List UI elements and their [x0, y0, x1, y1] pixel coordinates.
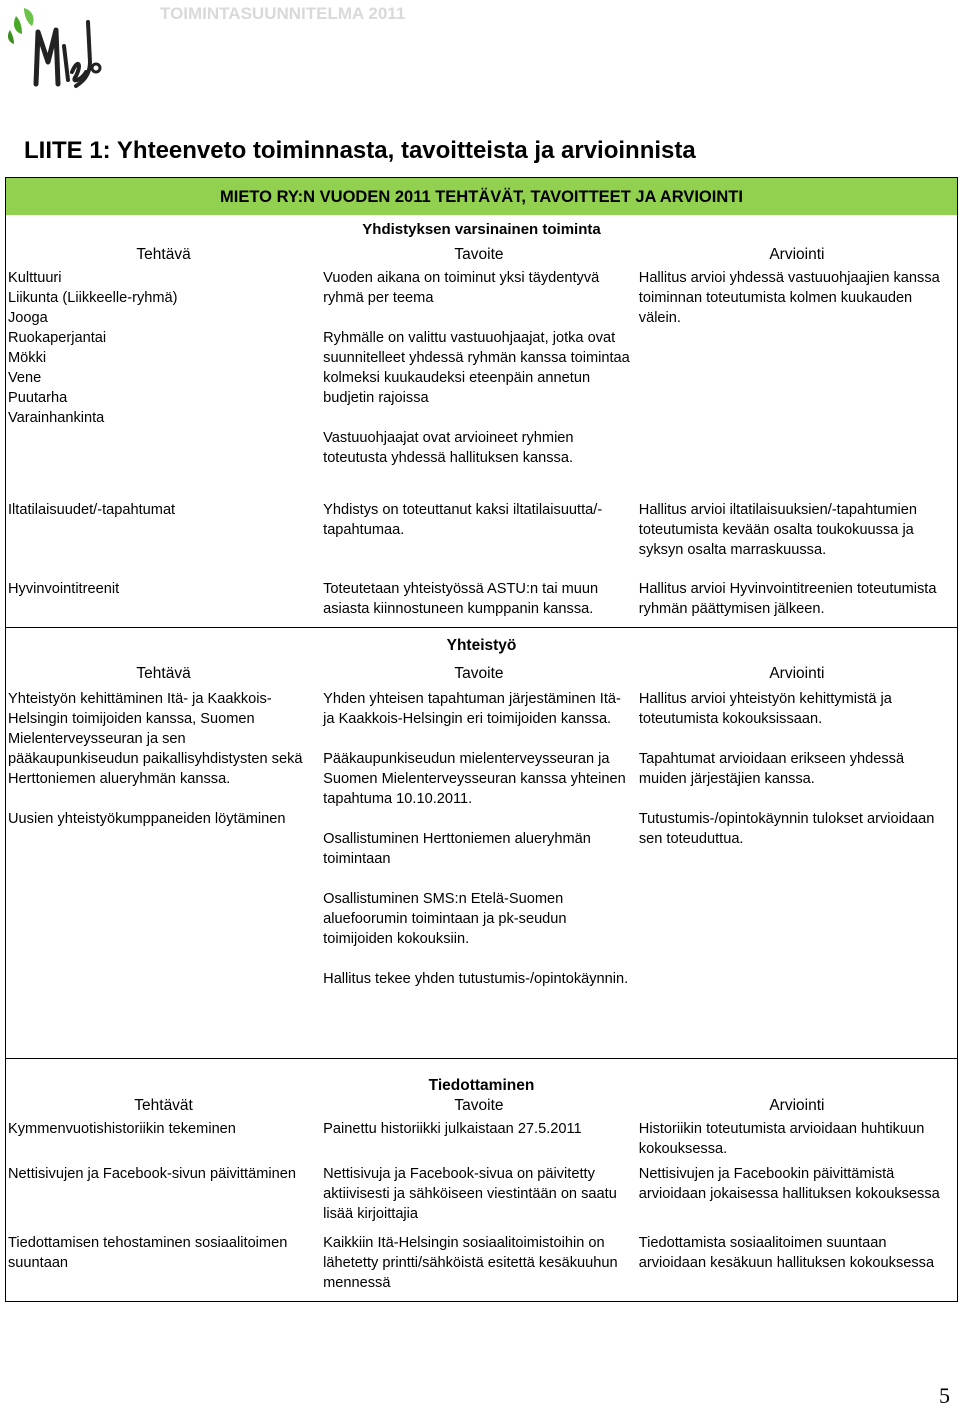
task-item: Hyvinvointitreenit: [8, 581, 120, 598]
task-item: Uusien yhteistyökumppaneiden löytäminen: [8, 810, 286, 827]
task-item: Kymmenvuotishistoriikin tekeminen: [8, 1120, 236, 1137]
column-header-task: Tehtävä: [136, 246, 191, 263]
table-row: [6, 268, 958, 499]
task-item: Iltatilaisuudet/-tapahtumat: [8, 501, 176, 518]
goal-text: Vuoden aikana on toiminut yksi täydentyvä ryhmä per teema: [323, 270, 600, 307]
evaluation-text: Hallitus arvioi Hyvinvointitreenien toteutumista ryhmän päättymisen jälkeen.: [638, 581, 937, 618]
goal-text: Osallistuminen Herttoniemen alueryhmän toimintaan: [323, 830, 591, 867]
main-title: LIITE 1: Yhteenveto toiminnasta, tavoitteista ja arvioinnista: [24, 137, 696, 164]
goal-text: Kaikkiin Itä-Helsingin sosiaalitoimistoihin on lähetetty printti/sähköistä esitettä kesäkuuhun mennessä: [323, 1234, 618, 1291]
task-item: Mökki: [8, 350, 47, 367]
communication-table: [5, 1059, 958, 1302]
goal-text: Vastuuohjaajat ovat arvioineet ryhmien toteutusta yhdessä hallituksen kanssa.: [323, 430, 574, 467]
goal-text: Nettisivuja ja Facebook-sivua on päivitetty aktiivisesti ja sähköiseen viestintään on saatu lisää kirjoittajia: [323, 1166, 617, 1223]
evaluation-text: Tutustumis-/opintokäynnin tulokset arvioidaan sen toteuduttua.: [638, 810, 935, 847]
task-item: Vene: [8, 370, 42, 387]
column-header-goal: Tavoite: [454, 665, 504, 682]
mieto-logo: [2, 2, 102, 90]
cooperation-table: [5, 628, 958, 1059]
column-header-task: Tehtävät: [134, 1097, 193, 1114]
goal-text: Toteutetaan yhteistyössä ASTU:n tai muun asiasta kiinnostuneen kumppanin kanssa.: [323, 581, 599, 618]
document-header-title: TOIMINTASUUNNITELMA 2011: [160, 4, 406, 23]
evaluation-text: Hallitus arvioi iltatilaisuuksien/-tapahtumien toteutumista kevään osalta toukokuussa ja syksyn osalta marraskuussa.: [638, 501, 918, 558]
page-number: 5: [939, 1383, 950, 1408]
evaluation-text: Hallitus arvioi yhteistyön kehittymistä ja toteutumista kokouksissaan.: [638, 690, 892, 727]
task-item: Ruokaperjantai: [8, 330, 107, 347]
column-header-goal: Tavoite: [454, 1097, 504, 1114]
goal-text: Ryhmälle on valittu vastuuohjaajat, jotka ovat suunnitelleet yhdessä ryhmän kanssa toimintaa kolmeksi kuukaudeksi eteenpäin annetun budjetin rajoissa: [323, 330, 630, 407]
goal-text: Yhdistys on toteuttanut kaksi iltatilaisuutta/-tapahtumaa.: [323, 501, 603, 538]
task-item: Nettisivujen ja Facebook-sivun päivittäminen: [8, 1166, 296, 1183]
column-header-evaluation: Arviointi: [769, 246, 825, 263]
section1-subtitle: Yhdistyksen varsinainen toiminta: [362, 221, 601, 238]
column-header-goal: Tavoite: [454, 246, 504, 263]
goal-text: Pääkaupunkiseudun mielenterveysseuran ja Suomen Mielenterveysseuran kanssa yhteinen tapahtuma 10.10.2011.: [323, 750, 626, 807]
task-item: Varainhankinta: [8, 410, 105, 427]
evaluation-text: Hallitus arvioi yhdessä vastuuohjaajien kanssa toiminnan toteutumista kolmen kuukauden välein.: [638, 270, 940, 327]
goal-text: Yhden yhteisen tapahtuman järjestäminen Itä- ja Kaakkois-Helsingin eri toimijoiden kanssa.: [323, 690, 621, 727]
task-item: Kulttuuri: [8, 270, 62, 287]
activities-table: [5, 177, 958, 628]
evaluation-text: Tapahtumat arvioidaan erikseen yhdessä muiden järjestäjien kanssa.: [638, 750, 905, 787]
task-item: Yhteistyön kehittäminen Itä- ja Kaakkois-Helsingin toimijoiden kanssa, Suomen Mielenterveysseuran ja sen pääkaupunkiseudun paikallisyhdistysten sekä Herttoniemen alueryhmän kanssa.: [8, 690, 303, 787]
column-header-evaluation: Arviointi: [769, 1097, 825, 1114]
table-row: [6, 1233, 958, 1301]
column-header-evaluation: Arviointi: [769, 665, 825, 682]
task-item: Liikunta (Liikkeelle-ryhmä): [8, 290, 178, 307]
goal-text: Painettu historiikki julkaistaan 27.5.2011: [323, 1120, 582, 1137]
goal-text: Hallitus tekee yhden tutustumis-/opintokäynnin.: [323, 970, 629, 987]
section3-title: Tiedottaminen: [428, 1077, 535, 1094]
column-header-task: Tehtävä: [136, 665, 191, 682]
evaluation-text: Tiedottamista sosiaalitoimen suuntaan arvioidaan kesäkuun hallituksen kokouksessa: [638, 1234, 935, 1271]
table-row: [6, 500, 958, 569]
table-row: [6, 689, 958, 1058]
section1-title: MIETO RY:N VUODEN 2011 TEHTÄVÄT, TAVOITTEET JA ARVIOINTI: [6, 178, 958, 216]
task-item: Tiedottamisen tehostaminen sosiaalitoimen suuntaan: [8, 1234, 288, 1271]
task-item: Jooga: [8, 310, 48, 327]
section2-title: Yhteistyö: [446, 637, 517, 654]
task-item: Puutarha: [8, 390, 68, 407]
table-row: [6, 1119, 958, 1165]
table-row: [6, 569, 958, 627]
table-row: [6, 1164, 958, 1232]
goal-text: Osallistuminen SMS:n Etelä-Suomen aluefoorumin toimintaan ja pk-seudun toimijoiden kokouksiin.: [323, 890, 567, 947]
evaluation-text: Nettisivujen ja Facebookin päivittämistä arvioidaan jokaisessa hallituksen kokouksessa: [638, 1166, 940, 1203]
evaluation-text: Historiikin toteutumista arvioidaan huhtikuun kokouksessa.: [638, 1120, 925, 1157]
